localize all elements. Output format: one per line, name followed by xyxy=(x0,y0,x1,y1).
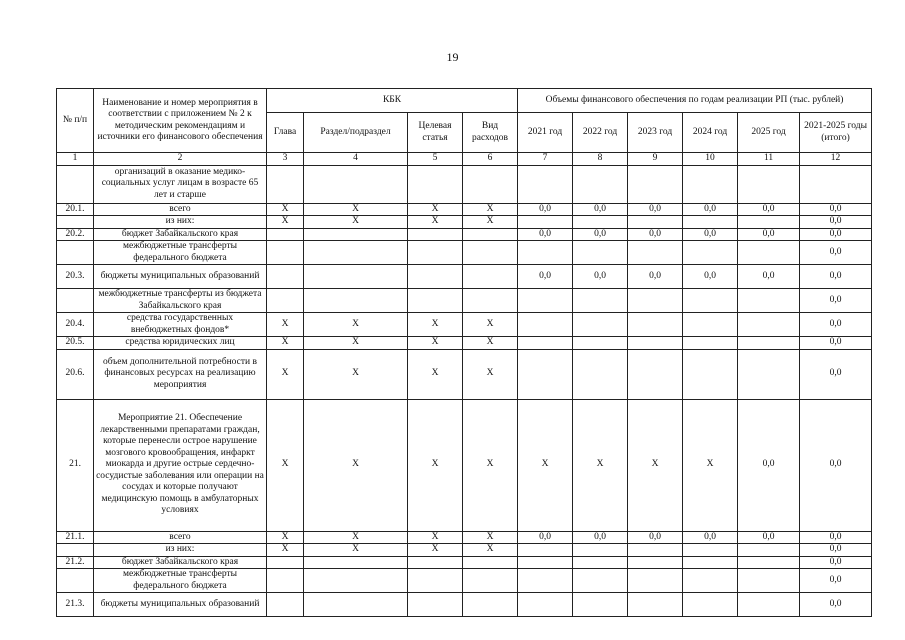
table-cell xyxy=(267,241,304,265)
table-cell: X xyxy=(304,203,408,216)
header-vid: Вид расходов xyxy=(463,113,518,153)
header-razdel: Раздел/подраздел xyxy=(304,113,408,153)
table-cell: X xyxy=(267,337,304,350)
row-number: 20.2. xyxy=(57,228,94,241)
row-name: объем дополнительной потребности в финансовых ресурсах на реализацию мероприятия xyxy=(94,349,267,399)
table-cell: 0,0 xyxy=(738,531,800,544)
table-cell: 0,0 xyxy=(800,313,872,337)
table-cell xyxy=(738,349,800,399)
table-cell xyxy=(800,165,872,203)
row-name: средства государственных внебюджетных фондов* xyxy=(94,313,267,337)
table-cell xyxy=(463,556,518,569)
table-cell: X xyxy=(267,544,304,557)
table-cell: 0,0 xyxy=(683,203,738,216)
table-cell: X xyxy=(304,313,408,337)
table-cell: X xyxy=(304,544,408,557)
header-2025: 2025 год xyxy=(738,113,800,153)
table-cell xyxy=(573,216,628,229)
table-cell xyxy=(628,165,683,203)
row-number: 20.1. xyxy=(57,203,94,216)
table-cell xyxy=(463,265,518,289)
table-cell xyxy=(683,544,738,557)
table-row xyxy=(57,569,872,593)
col-index: 6 xyxy=(463,153,518,166)
row-number: 21.3. xyxy=(57,593,94,617)
table-cell: X xyxy=(267,349,304,399)
table-cell: 0,0 xyxy=(738,203,800,216)
table-cell xyxy=(573,349,628,399)
table-cell xyxy=(267,265,304,289)
table-cell: 0,0 xyxy=(800,593,872,617)
col-index: 7 xyxy=(518,153,573,166)
table-cell: X xyxy=(304,337,408,350)
col-index: 1 xyxy=(57,153,94,166)
table-cell: 0,0 xyxy=(683,265,738,289)
table-cell: X xyxy=(463,337,518,350)
row-name: межбюджетные трансферты федерального бюджета xyxy=(94,569,267,593)
header-2022: 2022 год xyxy=(573,113,628,153)
table-cell xyxy=(267,228,304,241)
table-cell: X xyxy=(408,216,463,229)
table-cell xyxy=(628,544,683,557)
table-cell: X xyxy=(463,399,518,531)
row-name: организаций в оказание медико-социальных услуг лицам в возрасте 65 лет и старше xyxy=(94,165,267,203)
table-row xyxy=(57,313,872,337)
table-cell: X xyxy=(463,203,518,216)
table-cell xyxy=(738,313,800,337)
table-cell xyxy=(628,289,683,313)
table-cell: 0,0 xyxy=(573,203,628,216)
table-cell xyxy=(267,165,304,203)
header-name: Наименование и номер мероприятия в соответствии с приложением № 2 к методическим рекомендациям и источники его финансового обеспечения xyxy=(94,89,267,153)
table-cell: X xyxy=(267,313,304,337)
table-cell: X xyxy=(463,544,518,557)
table-row xyxy=(57,399,872,531)
table-cell xyxy=(463,569,518,593)
table-cell: 0,0 xyxy=(800,265,872,289)
table-cell xyxy=(518,569,573,593)
table-cell xyxy=(683,593,738,617)
row-number xyxy=(57,569,94,593)
table-row xyxy=(57,216,872,229)
header-total: 2021-2025 годы (итого) xyxy=(800,113,872,153)
table-cell xyxy=(304,165,408,203)
table-cell: 0,0 xyxy=(573,265,628,289)
row-name: Мероприятие 21. Обеспечение лекарственными препаратами граждан, которые перенесли острое нарушение мозгового кровообращения, инфаркт миокарда и другие острые сердечно-сосудистые заболевания или операции на сосудах и которые получают медицинскую помощь в амбулаторных условиях xyxy=(94,399,267,531)
table-cell: X xyxy=(463,349,518,399)
row-name: бюджеты муниципальных образований xyxy=(94,593,267,617)
table-cell xyxy=(408,165,463,203)
table-cell xyxy=(683,569,738,593)
row-number xyxy=(57,544,94,557)
table-cell xyxy=(628,313,683,337)
col-index: 5 xyxy=(408,153,463,166)
row-number: 20.3. xyxy=(57,265,94,289)
row-number xyxy=(57,289,94,313)
table-cell xyxy=(628,556,683,569)
table-cell xyxy=(518,593,573,617)
table-row xyxy=(57,241,872,265)
table-row xyxy=(57,531,872,544)
table-cell: 0,0 xyxy=(518,203,573,216)
table-cell: X xyxy=(304,349,408,399)
row-number: 20.5. xyxy=(57,337,94,350)
row-name: бюджет Забайкальского края xyxy=(94,556,267,569)
row-number xyxy=(57,216,94,229)
col-index: 12 xyxy=(800,153,872,166)
table-cell: 0,0 xyxy=(518,228,573,241)
table-cell: 0,0 xyxy=(800,556,872,569)
table-cell: 0,0 xyxy=(628,203,683,216)
table-cell xyxy=(304,556,408,569)
table-cell xyxy=(738,241,800,265)
table-row xyxy=(57,228,872,241)
table-cell: 0,0 xyxy=(628,265,683,289)
table-cell xyxy=(573,241,628,265)
table-cell: X xyxy=(408,313,463,337)
table-cell: X xyxy=(408,349,463,399)
table-cell xyxy=(573,165,628,203)
table-cell: X xyxy=(628,399,683,531)
row-number: 21. xyxy=(57,399,94,531)
col-index: 2 xyxy=(94,153,267,166)
table-row xyxy=(57,165,872,203)
table-cell xyxy=(267,556,304,569)
funding-table xyxy=(56,88,872,617)
table-row xyxy=(57,265,872,289)
table-cell xyxy=(738,216,800,229)
table-row xyxy=(57,544,872,557)
table-cell xyxy=(304,289,408,313)
table-cell: X xyxy=(267,399,304,531)
table-cell xyxy=(408,569,463,593)
table-cell xyxy=(683,313,738,337)
table-row xyxy=(57,593,872,617)
table-cell xyxy=(628,593,683,617)
page-number: 19 xyxy=(446,50,459,64)
table-cell: 0,0 xyxy=(800,349,872,399)
row-number: 21.2. xyxy=(57,556,94,569)
table-row xyxy=(57,556,872,569)
table-cell: X xyxy=(408,337,463,350)
table-cell: 0,0 xyxy=(800,289,872,313)
table-cell xyxy=(628,569,683,593)
header-celevaya: Целевая статья xyxy=(408,113,463,153)
table-cell xyxy=(683,349,738,399)
table-cell xyxy=(408,556,463,569)
table-cell xyxy=(628,241,683,265)
table-cell: 0,0 xyxy=(800,531,872,544)
table-cell: X xyxy=(408,531,463,544)
table-cell xyxy=(463,289,518,313)
table-cell xyxy=(683,289,738,313)
table-cell xyxy=(573,337,628,350)
col-index: 4 xyxy=(304,153,408,166)
table-row xyxy=(57,289,872,313)
table-cell xyxy=(518,289,573,313)
table-cell xyxy=(518,216,573,229)
header-num: № п/п xyxy=(57,89,94,153)
row-number: 21.1. xyxy=(57,531,94,544)
table-cell: X xyxy=(408,203,463,216)
table-cell xyxy=(573,593,628,617)
table-cell xyxy=(267,569,304,593)
table-cell xyxy=(628,337,683,350)
col-index: 10 xyxy=(683,153,738,166)
header-glava: Глава xyxy=(267,113,304,153)
table-cell: X xyxy=(463,216,518,229)
table-cell xyxy=(304,569,408,593)
table-cell: X xyxy=(518,399,573,531)
row-name: межбюджетные трансферты федерального бюджета xyxy=(94,241,267,265)
row-name: средства юридических лиц xyxy=(94,337,267,350)
table-cell: 0,0 xyxy=(738,265,800,289)
row-name: межбюджетные трансферты из бюджета Забайкальского края xyxy=(94,289,267,313)
row-number xyxy=(57,165,94,203)
table-cell: 0,0 xyxy=(518,265,573,289)
row-name: всего xyxy=(94,203,267,216)
table-cell xyxy=(463,165,518,203)
row-name: бюджеты муниципальных образований xyxy=(94,265,267,289)
table-cell: X xyxy=(304,216,408,229)
table-cell: X xyxy=(408,544,463,557)
table-cell: 0,0 xyxy=(800,216,872,229)
table-cell: 0,0 xyxy=(800,228,872,241)
table-cell xyxy=(628,216,683,229)
table-row xyxy=(57,203,872,216)
table-cell xyxy=(573,289,628,313)
table-cell xyxy=(738,556,800,569)
table-cell xyxy=(573,544,628,557)
table-cell xyxy=(518,241,573,265)
header-funding: Объемы финансового обеспечения по годам реализации РП (тыс. рублей) xyxy=(518,89,872,113)
table-cell: 0,0 xyxy=(628,531,683,544)
table-cell xyxy=(683,165,738,203)
table-cell xyxy=(738,289,800,313)
row-name: из них: xyxy=(94,544,267,557)
table-cell xyxy=(518,313,573,337)
table-cell: X xyxy=(408,399,463,531)
table-cell xyxy=(267,289,304,313)
table-cell xyxy=(738,593,800,617)
table-cell xyxy=(518,544,573,557)
table-cell xyxy=(408,289,463,313)
row-name: бюджет Забайкальского края xyxy=(94,228,267,241)
header-kbk: КБК xyxy=(267,89,518,113)
table-cell xyxy=(518,165,573,203)
row-number xyxy=(57,241,94,265)
table-cell xyxy=(628,349,683,399)
table-cell xyxy=(518,337,573,350)
table-cell xyxy=(408,241,463,265)
table-cell xyxy=(518,556,573,569)
table-cell xyxy=(738,569,800,593)
table-cell xyxy=(573,556,628,569)
table-cell xyxy=(683,241,738,265)
table-cell: 0,0 xyxy=(800,203,872,216)
col-index: 9 xyxy=(628,153,683,166)
row-name: всего xyxy=(94,531,267,544)
col-index: 8 xyxy=(573,153,628,166)
table-cell: X xyxy=(267,531,304,544)
table-cell xyxy=(304,228,408,241)
table-cell: X xyxy=(304,531,408,544)
table-cell xyxy=(683,337,738,350)
table-cell: 0,0 xyxy=(518,531,573,544)
table-cell xyxy=(463,228,518,241)
table-cell: X xyxy=(573,399,628,531)
table-row xyxy=(57,349,872,399)
row-number: 20.6. xyxy=(57,349,94,399)
table-cell xyxy=(304,241,408,265)
table-cell: X xyxy=(267,203,304,216)
table-cell xyxy=(267,593,304,617)
table-cell xyxy=(463,241,518,265)
table-cell xyxy=(683,216,738,229)
table-cell xyxy=(683,556,738,569)
table-cell: X xyxy=(463,313,518,337)
table-cell xyxy=(738,544,800,557)
header-2024: 2024 год xyxy=(683,113,738,153)
table-cell: 0,0 xyxy=(683,228,738,241)
col-index: 11 xyxy=(738,153,800,166)
column-index-row xyxy=(57,153,872,166)
table-cell: 0,0 xyxy=(800,241,872,265)
table-cell xyxy=(573,569,628,593)
row-number: 20.4. xyxy=(57,313,94,337)
table-cell: X xyxy=(267,216,304,229)
table-cell: 0,0 xyxy=(800,544,872,557)
table-cell xyxy=(408,228,463,241)
table-cell: 0,0 xyxy=(573,531,628,544)
header-2021: 2021 год xyxy=(518,113,573,153)
table-cell: 0,0 xyxy=(800,399,872,531)
table-cell xyxy=(463,593,518,617)
col-index: 3 xyxy=(267,153,304,166)
table-cell: 0,0 xyxy=(800,337,872,350)
table-cell: 0,0 xyxy=(738,228,800,241)
table-cell xyxy=(738,337,800,350)
table-cell xyxy=(573,313,628,337)
table-cell xyxy=(408,265,463,289)
table-cell: 0,0 xyxy=(628,228,683,241)
table-cell xyxy=(738,165,800,203)
table-cell: X xyxy=(683,399,738,531)
table-cell xyxy=(408,593,463,617)
table-cell xyxy=(518,349,573,399)
table-cell xyxy=(304,265,408,289)
table-cell xyxy=(304,593,408,617)
table-row xyxy=(57,337,872,350)
table-cell: X xyxy=(304,399,408,531)
header-2023: 2023 год xyxy=(628,113,683,153)
table-cell: X xyxy=(463,531,518,544)
row-name: из них: xyxy=(94,216,267,229)
table-cell: 0,0 xyxy=(800,569,872,593)
table-cell: 0,0 xyxy=(738,399,800,531)
table-cell: 0,0 xyxy=(573,228,628,241)
table-cell: 0,0 xyxy=(683,531,738,544)
